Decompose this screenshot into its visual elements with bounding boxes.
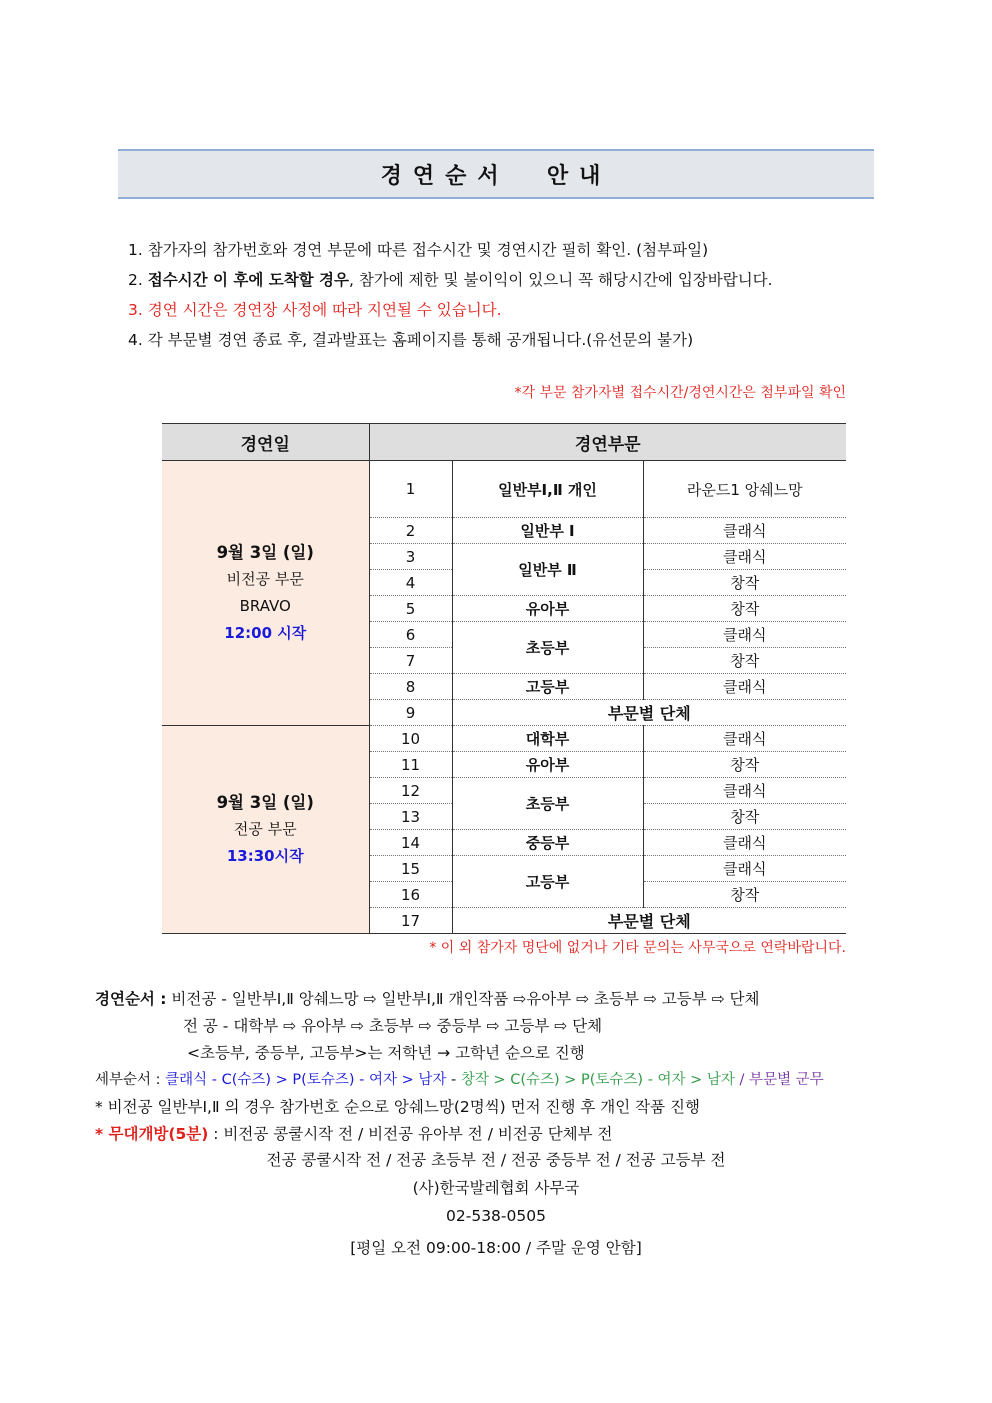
header-section: 경연부문 xyxy=(369,424,846,461)
row-group: 부문별 단체 xyxy=(452,908,846,934)
notice-list xyxy=(128,235,773,355)
inquiry-note: * 이 외 참가자 명단에 없거나 기타 문의는 사무국으로 연락바랍니다. xyxy=(429,940,846,956)
row-style: 클래식 xyxy=(643,778,846,804)
row-style: 클래식 xyxy=(643,674,846,700)
session-nonmajor xyxy=(162,461,369,726)
row-category: 고등부 xyxy=(452,674,643,700)
row-num: 11 xyxy=(369,752,452,778)
row-num: 6 xyxy=(369,622,452,648)
session1-date: 9월 3일 (일) xyxy=(216,543,314,562)
row-category: 유아부 xyxy=(452,596,643,622)
order-section xyxy=(95,986,824,1148)
notice-1: 1. 참가자의 참가번호와 경연 부문에 따른 접수시간 및 경연시간 필히 확인. (첨부파일) xyxy=(128,241,709,259)
row-category: 대학부 xyxy=(452,726,643,752)
row-num: 3 xyxy=(369,544,452,570)
row-num: 13 xyxy=(369,804,452,830)
row-num: 9 xyxy=(369,700,452,726)
row-num: 8 xyxy=(369,674,452,700)
row-style: 클래식 xyxy=(643,518,846,544)
contact-org: (사)한국발레협회 사무국 xyxy=(412,1179,580,1197)
session-major xyxy=(162,726,369,934)
row-style: 라운드1 앙쉐느망 xyxy=(643,461,846,518)
detail-sep: - xyxy=(446,1072,461,1088)
order-grade: <초등부, 중등부, 고등부>는 저학년 → 고학년 순으로 진행 xyxy=(187,1044,585,1062)
header-day: 경연일 xyxy=(162,424,369,461)
order-detail xyxy=(95,1067,824,1094)
row-num: 12 xyxy=(369,778,452,804)
row-style: 창작 xyxy=(643,752,846,778)
stage-open-label: * 무대개방(5분) xyxy=(95,1125,209,1143)
page-title: 경연순서 안내 xyxy=(380,163,612,189)
row-num: 10 xyxy=(369,726,452,752)
row-num: 1 xyxy=(369,461,452,518)
contact-hours: [평일 오전 09:00-18:00 / 주말 운영 안함] xyxy=(350,1239,642,1257)
row-category: 유아부 xyxy=(452,752,643,778)
session1-brand: BRAVO xyxy=(239,597,291,615)
row-category: 일반부 Ⅱ xyxy=(452,544,643,596)
row-style: 창작 xyxy=(643,648,846,674)
stage-open-major: 전공 콩쿨시작 전 / 전공 초등부 전 / 전공 중등부 전 / 전공 고등부 전 xyxy=(266,1151,726,1169)
row-style: 클래식 xyxy=(643,856,846,882)
row-style: 창작 xyxy=(643,570,846,596)
row-category: 초등부 xyxy=(452,778,643,830)
row-num: 14 xyxy=(369,830,452,856)
row-style: 클래식 xyxy=(643,726,846,752)
row-style: 클래식 xyxy=(643,544,846,570)
row-num: 16 xyxy=(369,882,452,908)
row-num: 15 xyxy=(369,856,452,882)
row-group: 부문별 단체 xyxy=(452,700,846,726)
row-style: 창작 xyxy=(643,804,846,830)
attachment-note: *각 부문 참가자별 접수시간/경연시간은 첨부파일 확인 xyxy=(514,385,846,401)
notice-3: 3. 경연 시간은 경연장 사정에 따라 지연될 수 있습니다. xyxy=(128,301,502,319)
session1-division: 비전공 부문 xyxy=(226,570,304,588)
row-style: 클래식 xyxy=(643,830,846,856)
detail-group: / 부문별 군무 xyxy=(734,1072,824,1088)
order-label: 경연순서 : xyxy=(95,990,167,1008)
row-category: 고등부 xyxy=(452,856,643,908)
title-banner xyxy=(118,149,874,199)
notice-2-rest: , 참가에 제한 및 불이익이 있으니 꼭 해당시간에 입장바랍니다. xyxy=(348,271,773,289)
row-num: 2 xyxy=(369,518,452,544)
order-major: 전 공 - 대학부 ⇨ 유아부 ⇨ 초등부 ⇨ 중등부 ⇨ 고등부 ⇨ 단체 xyxy=(183,1017,603,1035)
contact-phone: 02-538-0505 xyxy=(446,1207,546,1225)
detail-creative: 창작 > C(슈즈) > P(토슈즈) - 여자 > 남자 xyxy=(460,1072,735,1088)
stage-open-note xyxy=(95,1121,824,1148)
detail-classic: 클래식 - C(슈즈) > P(토슈즈) - 여자 > 남자 xyxy=(165,1072,447,1088)
row-num: 7 xyxy=(369,648,452,674)
schedule-table xyxy=(162,423,846,934)
notice-2-emphasis: 접수시간 이 후에 도착할 경우 xyxy=(147,271,349,289)
row-category: 중등부 xyxy=(452,830,643,856)
row-num: 5 xyxy=(369,596,452,622)
row-category: 일반부Ⅰ,Ⅱ 개인 xyxy=(452,461,643,518)
row-style: 클래식 xyxy=(643,622,846,648)
order-nonmajor xyxy=(95,986,824,1013)
detail-label: 세부순서 : xyxy=(95,1072,166,1088)
session1-start: 12:00 시작 xyxy=(224,624,307,642)
session2-date: 9월 3일 (일) xyxy=(216,793,314,812)
session2-start: 13:30시작 xyxy=(226,847,304,865)
row-category: 일반부 Ⅰ xyxy=(452,518,643,544)
session2-division: 전공 부문 xyxy=(233,820,297,838)
notice-4: 4. 각 부문별 경연 종료 후, 결과발표는 홈페이지를 통해 공개됩니다.(유선문의 불가) xyxy=(128,331,694,349)
row-category: 초등부 xyxy=(452,622,643,674)
order-nonmajor-text: 비전공 - 일반부Ⅰ,Ⅱ 앙쉐느망 ⇨ 일반부Ⅰ,Ⅱ 개인작품 ⇨유아부 ⇨ 초등부 ⇨ 고등부 ⇨ 단체 xyxy=(166,990,760,1008)
stage-open-nonmajor: : 비전공 콩쿨시작 전 / 비전공 유아부 전 / 비전공 단체부 전 xyxy=(208,1125,613,1143)
notice-2-prefix: 2. xyxy=(128,271,148,289)
row-style: 창작 xyxy=(643,596,846,622)
row-style: 창작 xyxy=(643,882,846,908)
notice-2 xyxy=(128,265,773,295)
row-num: 17 xyxy=(369,908,452,934)
row-num: 4 xyxy=(369,570,452,596)
general-note: * 비전공 일반부Ⅰ,Ⅱ 의 경우 참가번호 순으로 앙쉐느망(2명씩) 먼저 진행 후 개인 작품 진행 xyxy=(95,1098,700,1116)
